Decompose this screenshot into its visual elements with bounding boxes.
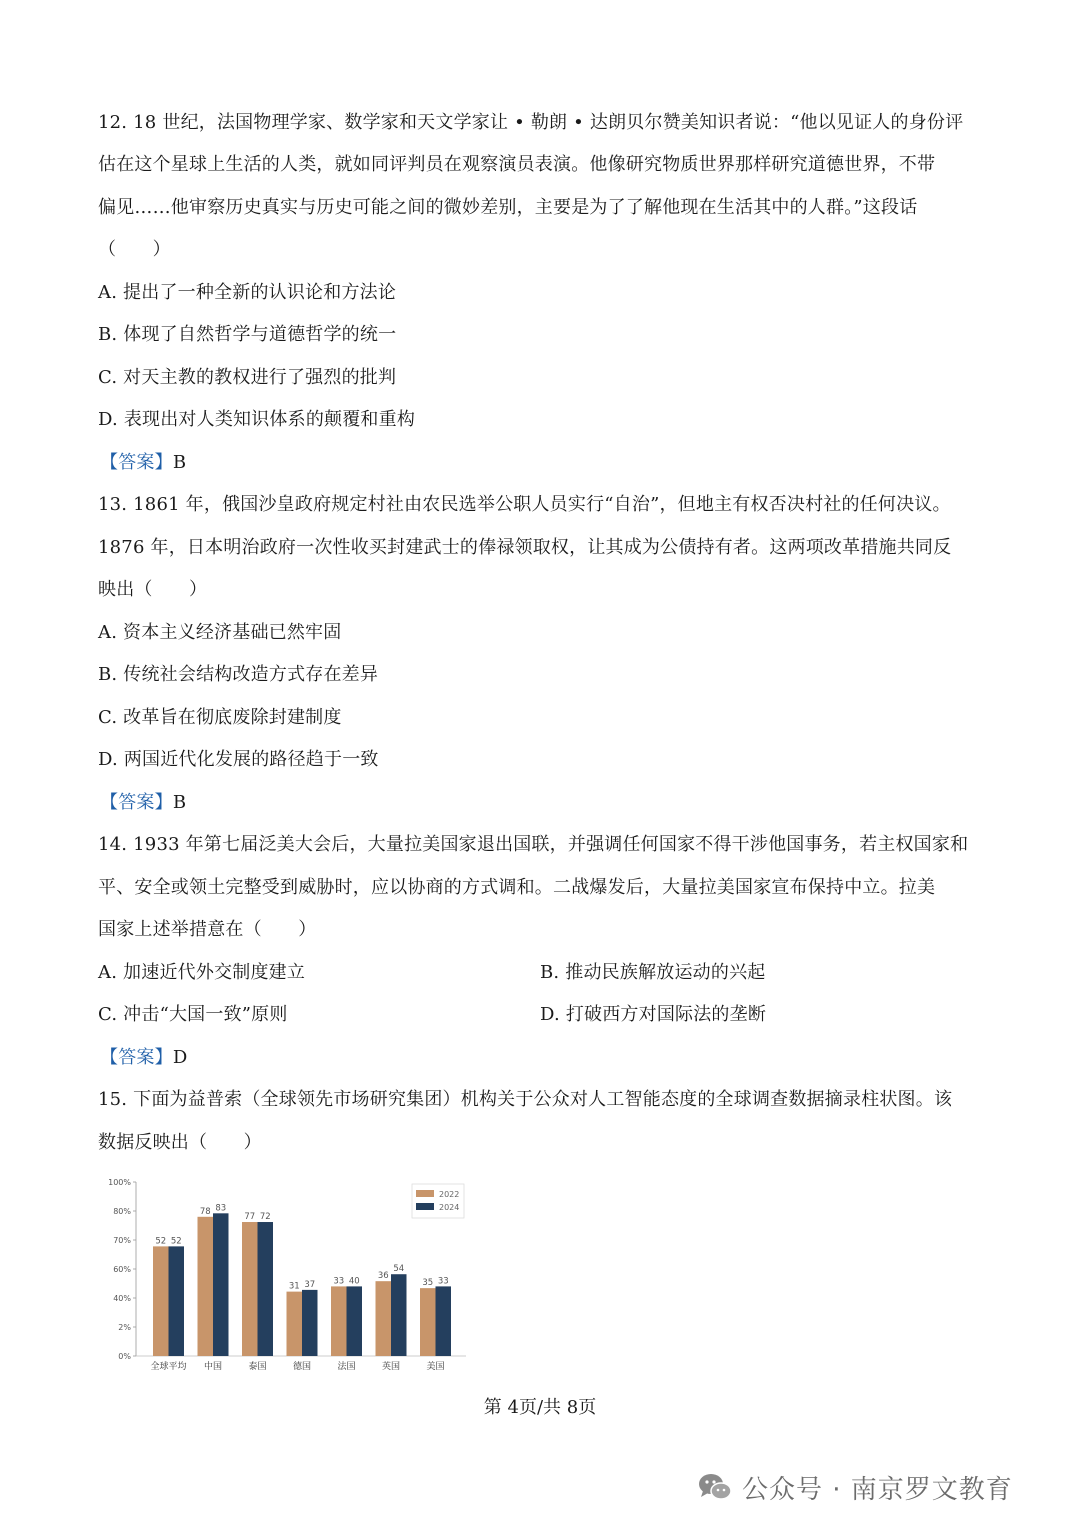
q13-stem-line-1: 13. 1861 年，俄国沙皇政府规定村社由农民选举公职人员实行“自治”，但地主有权否决村社的任何决议。 <box>98 494 951 515</box>
q14-answer <box>100 1046 187 1070</box>
y-tick-label: 60% <box>113 1265 131 1274</box>
bar-2022 <box>420 1288 436 1356</box>
page-number: 第 4页/共 8页 <box>483 1397 597 1418</box>
answer-value: B <box>172 792 187 813</box>
bar-2024 <box>213 1213 229 1356</box>
q15-stem-line-1: 15. 下面为益普索（全球领先市场研究集团）机构关于公众对人工智能态度的全球调查数据摘录柱状图。该 <box>98 1089 953 1110</box>
q14-option-c: C. 冲击“大国一致”原则 <box>98 1004 288 1025</box>
y-tick-label: 40% <box>113 1294 131 1303</box>
bar-2024 <box>169 1246 185 1356</box>
q12-stem-line-3: 偏见……他审察历史真实与历史可能之间的微妙差别，主要是为了了解他现在生活其中的人群。”这段话 <box>98 197 918 218</box>
bar-2022 <box>198 1217 214 1356</box>
bar-2024 <box>347 1286 363 1356</box>
q15-stem-line-2: 数据反映出（ ） <box>98 1132 262 1153</box>
answer-value: B <box>172 452 187 473</box>
data-label: 77 <box>244 1212 256 1223</box>
data-label: 52 <box>170 1236 182 1247</box>
q14-option-a: A. 加速近代外交制度建立 <box>98 962 306 983</box>
data-label: 52 <box>155 1236 167 1247</box>
q12-stem-line-4: （ ） <box>98 239 171 260</box>
ai-attitude-bar-chart <box>98 1170 478 1380</box>
bar-2022 <box>287 1292 303 1356</box>
bar-2024 <box>258 1222 274 1356</box>
q14-stem-line-2: 平、安全或领土完整受到威胁时，应以协商的方式调和。二战爆发后，大量拉美国家宣布保持中立。拉美 <box>98 877 936 898</box>
bar-2022 <box>153 1246 169 1356</box>
q13-option-b: B. 传统社会结构改造方式存在差异 <box>98 664 379 685</box>
watermark-text: 公众号 · 南京罗文教育 <box>742 1474 1013 1505</box>
answer-label: 【答案】 <box>100 452 173 473</box>
bar-2024 <box>436 1286 452 1356</box>
q12-stem-line-1: 12. 18 世纪，法国物理学家、数学家和天文学家让 • 勒朗 • 达朗贝尔赞美知识者说：“他以见证人的身份评 <box>98 112 964 133</box>
data-label: 83 <box>215 1203 227 1214</box>
category-label: 中国 <box>203 1362 223 1372</box>
q12-stem-line-2: 估在这个星球上生活的人类，就如同评判员在观察演员表演。他像研究物质世界那样研究道德世界，不带 <box>98 154 936 175</box>
category-label: 美国 <box>426 1362 445 1372</box>
y-tick-label: 100% <box>108 1178 131 1187</box>
answer-label: 【答案】 <box>100 1047 173 1068</box>
answer-label: 【答案】 <box>100 792 173 813</box>
q13-stem-line-2: 1876 年，日本明治政府一次性收买封建武士的俸禄领取权，让其成为公债持有者。这两项改革措施共同反 <box>98 537 952 558</box>
bar-2024 <box>302 1290 318 1356</box>
data-label: 31 <box>288 1281 300 1292</box>
q14-option-d: D. 打破西方对国际法的垄断 <box>540 1004 767 1025</box>
wechat-icon <box>698 1472 732 1502</box>
legend-label: 2022 <box>439 1190 460 1199</box>
data-label: 35 <box>422 1278 434 1289</box>
category-label: 英国 <box>381 1362 401 1372</box>
data-label: 72 <box>259 1212 271 1223</box>
y-tick-label: 0% <box>118 1352 131 1361</box>
wechat-watermark <box>698 1467 1013 1507</box>
q13-stem-line-3: 映出（ ） <box>98 579 208 600</box>
q12-option-a: A. 提出了一种全新的认识论和方法论 <box>98 282 397 303</box>
bar-2022 <box>242 1222 258 1356</box>
q14-option-b: B. 推动民族解放运动的兴起 <box>540 962 766 983</box>
answer-value: D <box>172 1047 188 1068</box>
q12-option-d: D. 表现出对人类知识体系的颠覆和重构 <box>98 409 416 430</box>
legend-swatch <box>416 1203 434 1210</box>
legend-label: 2024 <box>439 1203 460 1212</box>
data-label: 36 <box>377 1271 389 1282</box>
q12-option-b: B. 体现了自然哲学与道德哲学的统一 <box>98 324 397 345</box>
bar-2024 <box>391 1274 407 1356</box>
category-label: 德国 <box>292 1362 312 1372</box>
data-label: 40 <box>348 1276 360 1287</box>
q12-option-c: C. 对天主教的教权进行了强烈的批判 <box>98 367 397 388</box>
data-label: 33 <box>333 1276 345 1287</box>
q13-option-c: C. 改革旨在彻底废除封建制度 <box>98 707 342 728</box>
bar-2022 <box>376 1281 392 1356</box>
category-label: 泰国 <box>248 1362 267 1372</box>
data-label: 37 <box>304 1279 316 1290</box>
q13-option-a: A. 资本主义经济基础已然牢固 <box>98 622 342 643</box>
q13-option-d: D. 两国近代化发展的路径趋于一致 <box>98 749 379 770</box>
y-tick-label: 80% <box>113 1207 131 1216</box>
category-label: 全球平均 <box>150 1362 187 1372</box>
y-tick-label: 2% <box>118 1323 131 1332</box>
data-label: 78 <box>199 1206 211 1217</box>
legend-swatch <box>416 1190 434 1197</box>
q12-answer <box>100 451 186 475</box>
q14-stem-line-3: 国家上述举措意在（ ） <box>98 919 317 940</box>
q14-stem-line-1: 14. 1933 年第七届泛美大会后，大量拉美国家退出国联，并强调任何国家不得干涉他国事务，若主权国家和 <box>98 834 969 855</box>
category-label: 法国 <box>337 1362 356 1372</box>
y-tick-label: 70% <box>113 1236 131 1245</box>
data-label: 54 <box>393 1264 405 1275</box>
data-label: 33 <box>437 1276 449 1287</box>
bar-2022 <box>331 1286 347 1356</box>
q13-answer <box>100 791 186 815</box>
